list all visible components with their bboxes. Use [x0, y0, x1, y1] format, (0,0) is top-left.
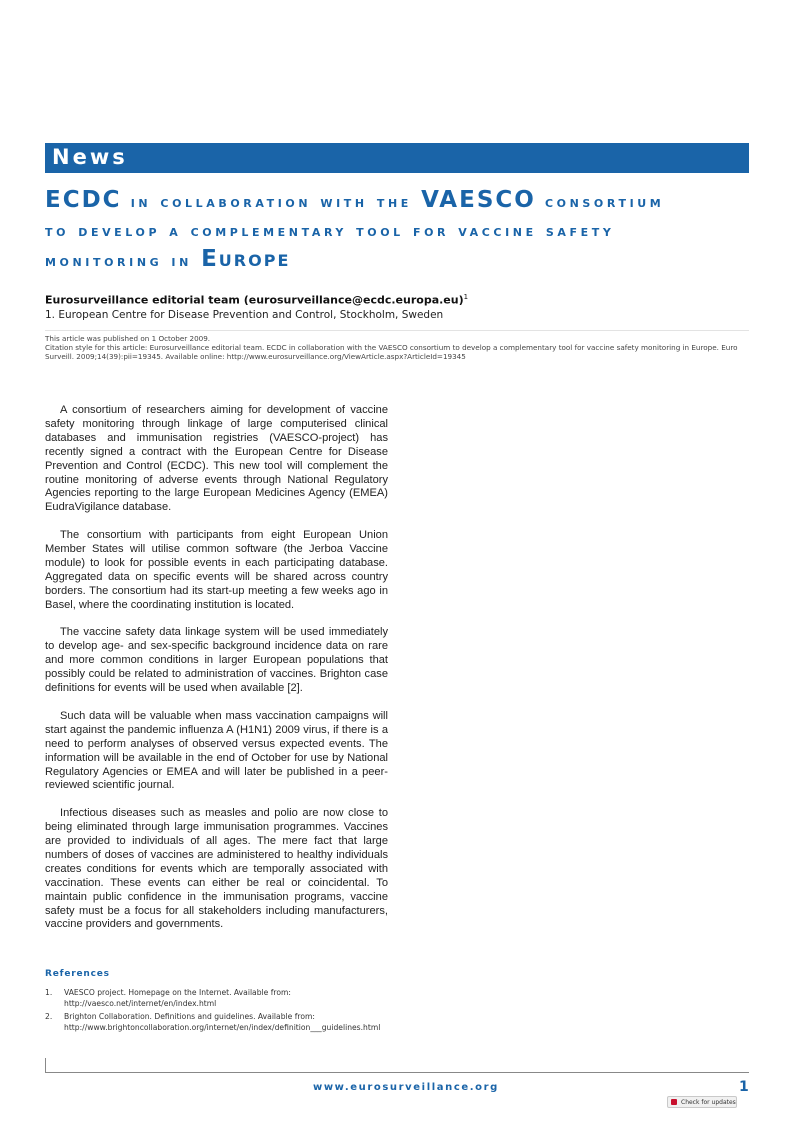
section-label: News	[52, 145, 128, 169]
paragraph: Such data will be valuable when mass vaccination campaigns will start against the pandemic influenza A (H1N1) 2009 virus, if there is a need to perform analyses of observed versus expected events. The information will be available in the end of October for use by National Regulatory Agencies or EMEA and will later be published in a peer-reviewed scientific journal.	[45, 709, 388, 792]
article-body	[45, 404, 388, 946]
published-date: This article was published on 1 October 2009.	[45, 334, 211, 343]
check-for-updates-button[interactable]	[667, 1096, 737, 1108]
citation: Citation style for this article: Eurosurveillance editorial team. ECDC in collaboration with the VAESCO consortium to develop a complementary tool for vaccine safety monitoring in Europe. Euro Surveill. 2009;14(39):pii=19345. Available online: http://www.eurosurveillance.org/ViewArticle.aspx?ArticleId=19345	[45, 343, 738, 361]
reference-text[interactable]: VAESCO project. Homepage on the Internet. Available from: http://vaesco.net/internet/en/index.html	[64, 988, 291, 1008]
title-line2: to develop a complementary tool for vaccine safety	[45, 221, 615, 240]
page-number: 1	[739, 1079, 749, 1095]
reference-number: 2.	[45, 1012, 53, 1021]
title-line3: monitoring in	[45, 251, 192, 270]
check-for-updates-label: Check for updates	[681, 1099, 736, 1106]
reference-item	[45, 988, 390, 1009]
title-ecdc: ECDC	[45, 187, 122, 213]
references-heading: References	[45, 969, 110, 979]
paragraph: Infectious diseases such as measles and polio are now close to being eliminated through large immunisation programmes. Vaccines are provided to individuals of all ages. The mere fact that large numbers of doses of vaccines are administered to healthy individuals creates conditions for events which are temporally associated with vaccination. These events can either be real or coincidental. To maintain public confidence in the immunisation programs, vaccine safety must be a focus for all stakeholders including manufacturers, vaccine providers and governments.	[45, 807, 388, 931]
title-europe: Europe	[201, 246, 291, 272]
footer-divider-vertical	[45, 1058, 46, 1072]
section-banner	[45, 143, 749, 173]
paragraph: The consortium with participants from eight European Union Member States will utilise common software (the Jerboa Vaccine module) to look for possible events in each participating database. Aggregated data on specific events will be shared across country borders. The consortium had its start-up meeting a few weeks ago in Basel, where the coordinating institution is located.	[45, 529, 388, 611]
title-line1-mid: in collaboration with the	[130, 192, 412, 211]
references-list	[45, 988, 390, 1036]
title-vaesco: VAESCO	[421, 187, 536, 213]
paragraph: The vaccine safety data linkage system will be used immediately to develop age- and sex-specific background incidence data on rare and more common conditions in larger European populations that possibly could be related to administration of vaccines. Brighton case definitions for events will be used when available [2].	[45, 626, 388, 695]
crossmark-icon	[671, 1099, 677, 1105]
reference-text[interactable]: Brighton Collaboration. Definitions and guidelines. Available from: http://www.brightoncollaboration.org/internet/en/index/definition___guidelines.html	[64, 1012, 381, 1032]
divider	[45, 330, 749, 331]
reference-number: 1.	[45, 988, 53, 997]
paragraph: A consortium of researchers aiming for development of vaccine safety monitoring through linkage of large computerised clinical databases and immunisation registries (VAESCO-project) has recently signed a contract with the European Centre for Disease Prevention and Control (ECDC). This new tool will complement the routine monitoring of adverse events through National Regulatory Agencies reporting to the large European Medicines Agency (EMEA) EudraVigilance database.	[45, 404, 388, 514]
publication-info	[45, 334, 745, 361]
authors	[45, 293, 468, 307]
authors-sup: 1	[463, 293, 469, 301]
reference-item	[45, 1012, 390, 1033]
title-line1-end: consortium	[544, 192, 665, 211]
affiliation: 1. European Centre for Disease Prevention and Control, Stockholm, Sweden	[45, 309, 444, 321]
footer-url-link[interactable]: www.eurosurveillance.org	[313, 1082, 499, 1093]
authors-text: Eurosurveillance editorial team (eurosurveillance@ecdc.europa.eu)	[45, 293, 464, 307]
footer-divider	[45, 1072, 749, 1073]
article-title	[45, 186, 755, 275]
